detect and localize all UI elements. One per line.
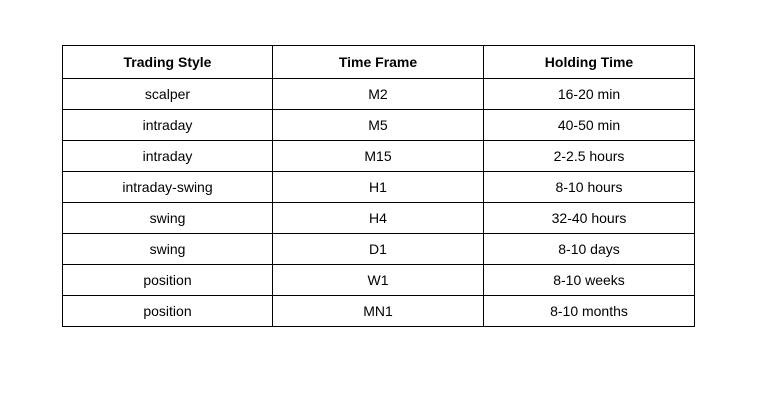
cell-time-frame: H1 [273, 172, 484, 203]
header-time-frame: Time Frame [273, 46, 484, 79]
table-row [63, 265, 695, 296]
cell-trading-style: swing [63, 234, 273, 265]
cell-trading-style: scalper [63, 79, 273, 110]
table-row [63, 110, 695, 141]
table-row [63, 296, 695, 327]
cell-holding-time: 40-50 min [484, 110, 695, 141]
cell-time-frame: M15 [273, 141, 484, 172]
cell-trading-style: swing [63, 203, 273, 234]
cell-holding-time: 8-10 days [484, 234, 695, 265]
cell-holding-time: 8-10 weeks [484, 265, 695, 296]
cell-holding-time: 8-10 months [484, 296, 695, 327]
table-row [63, 203, 695, 234]
table-row [63, 79, 695, 110]
cell-time-frame: D1 [273, 234, 484, 265]
cell-trading-style: position [63, 296, 273, 327]
cell-holding-time: 2-2.5 hours [484, 141, 695, 172]
cell-trading-style: position [63, 265, 273, 296]
cell-trading-style: intraday-swing [63, 172, 273, 203]
header-trading-style: Trading Style [63, 46, 273, 79]
cell-time-frame: M2 [273, 79, 484, 110]
table-row [63, 141, 695, 172]
cell-time-frame: H4 [273, 203, 484, 234]
table-row [63, 234, 695, 265]
cell-holding-time: 8-10 hours [484, 172, 695, 203]
cell-time-frame: M5 [273, 110, 484, 141]
trading-style-table [62, 45, 695, 327]
cell-time-frame: MN1 [273, 296, 484, 327]
cell-trading-style: intraday [63, 110, 273, 141]
cell-holding-time: 16-20 min [484, 79, 695, 110]
table-header-row [63, 46, 695, 79]
table-row [63, 172, 695, 203]
cell-holding-time: 32-40 hours [484, 203, 695, 234]
header-holding-time: Holding Time [484, 46, 695, 79]
cell-trading-style: intraday [63, 141, 273, 172]
cell-time-frame: W1 [273, 265, 484, 296]
